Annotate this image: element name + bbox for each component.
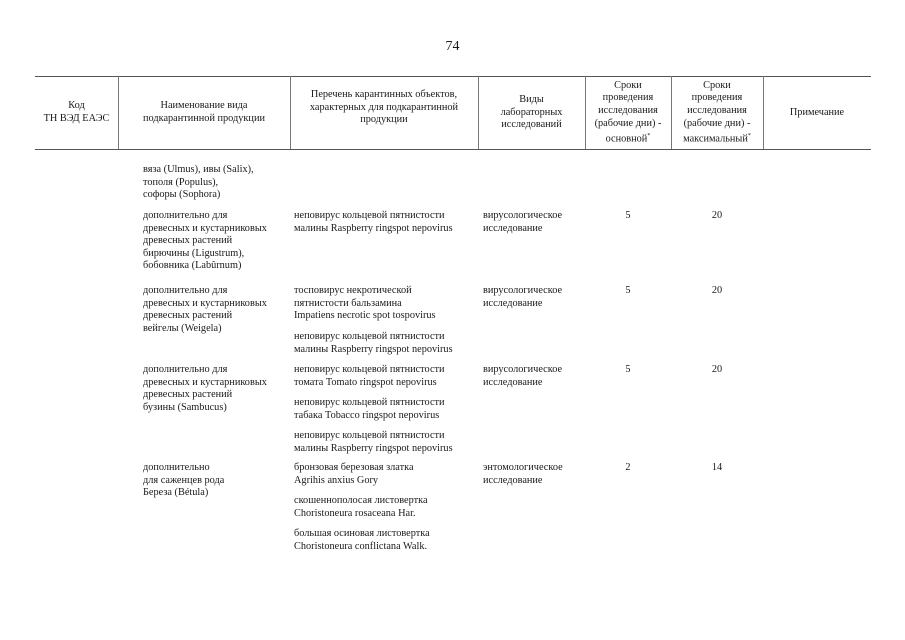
term-max-cell: 14 (711, 462, 723, 473)
term-main-cell: 2 (625, 462, 631, 473)
object-entry: неповирус кольцевой пятнистости табака Tobacco ringspot nepovirus (294, 397, 445, 421)
term-max-cell: 20 (711, 364, 723, 375)
object-entry: тосповирус некротической пятнистости бальзамина Impatiens necrotic spot tospovirus (294, 285, 436, 322)
header-term-main: Сроки проведения исследования (рабочие дни) - основной* (594, 79, 662, 145)
product-cell: дополнительно для древесных и кустарниковых древесных растений бирючины (Ligustrum), бобовника (Labûrnum) (143, 210, 267, 272)
object-entry: неповирус кольцевой пятнистости малины Raspberry ringspot nepovirus (294, 430, 453, 454)
header-term-max: Сроки проведения исследования (рабочие дни) - максимальный* (683, 79, 751, 145)
term-main-cell: 5 (625, 285, 631, 296)
research-cell: энтомологическое исследование (483, 462, 563, 486)
product-cell: дополнительно для саженцев рода Береза (Bétula) (143, 462, 225, 499)
term-max-cell: 20 (711, 285, 723, 296)
term-max-cell: 20 (711, 210, 723, 221)
header-note: Примечание (789, 106, 845, 118)
term-main-cell: 5 (625, 364, 631, 375)
object-entry: большая осиновая листовертка Choristoneura conflictana Walk. (294, 528, 430, 552)
product-cell: дополнительно для древесных и кустарниковых древесных растений вейгелы (Weigela) (143, 285, 267, 334)
header-code: Код ТН ВЭД ЕАЭС (43, 100, 110, 124)
header-research: Виды лабораторных исследований (500, 94, 563, 131)
research-cell: вирусологическое исследование (483, 364, 563, 388)
header-objects: Перечень карантинных объектов, характерных для подкарантинной продукции (309, 89, 459, 126)
header-product: Наименование вида подкарантинной продукции (143, 100, 265, 124)
object-entry: неповирус кольцевой пятнистости малины Raspberry ringspot nepovirus (294, 331, 453, 355)
term-main-cell: 5 (625, 210, 631, 221)
object-entry: неповирус кольцевой пятнистости малины Raspberry ringspot nepovirus (294, 210, 453, 234)
product-cell: вяза (Ulmus), ивы (Salix), тополя (Populus), софоры (Sophora) (143, 164, 254, 201)
header-bottom-rule (35, 149, 871, 150)
research-cell: вирусологическое исследование (483, 210, 563, 234)
object-entry: бронзовая березовая златка Agrihis anxius Gory (294, 462, 414, 486)
object-entry: скошеннополосая листовертка Choristoneura rosaceana Har. (294, 495, 428, 519)
page-number: 74 (445, 39, 460, 54)
research-cell: вирусологическое исследование (483, 285, 563, 309)
object-entry: неповирус кольцевой пятнистости томата Tomato ringspot nepovirus (294, 364, 445, 388)
product-cell: дополнительно для древесных и кустарниковых древесных растений бузины (Sambucus) (143, 364, 267, 413)
